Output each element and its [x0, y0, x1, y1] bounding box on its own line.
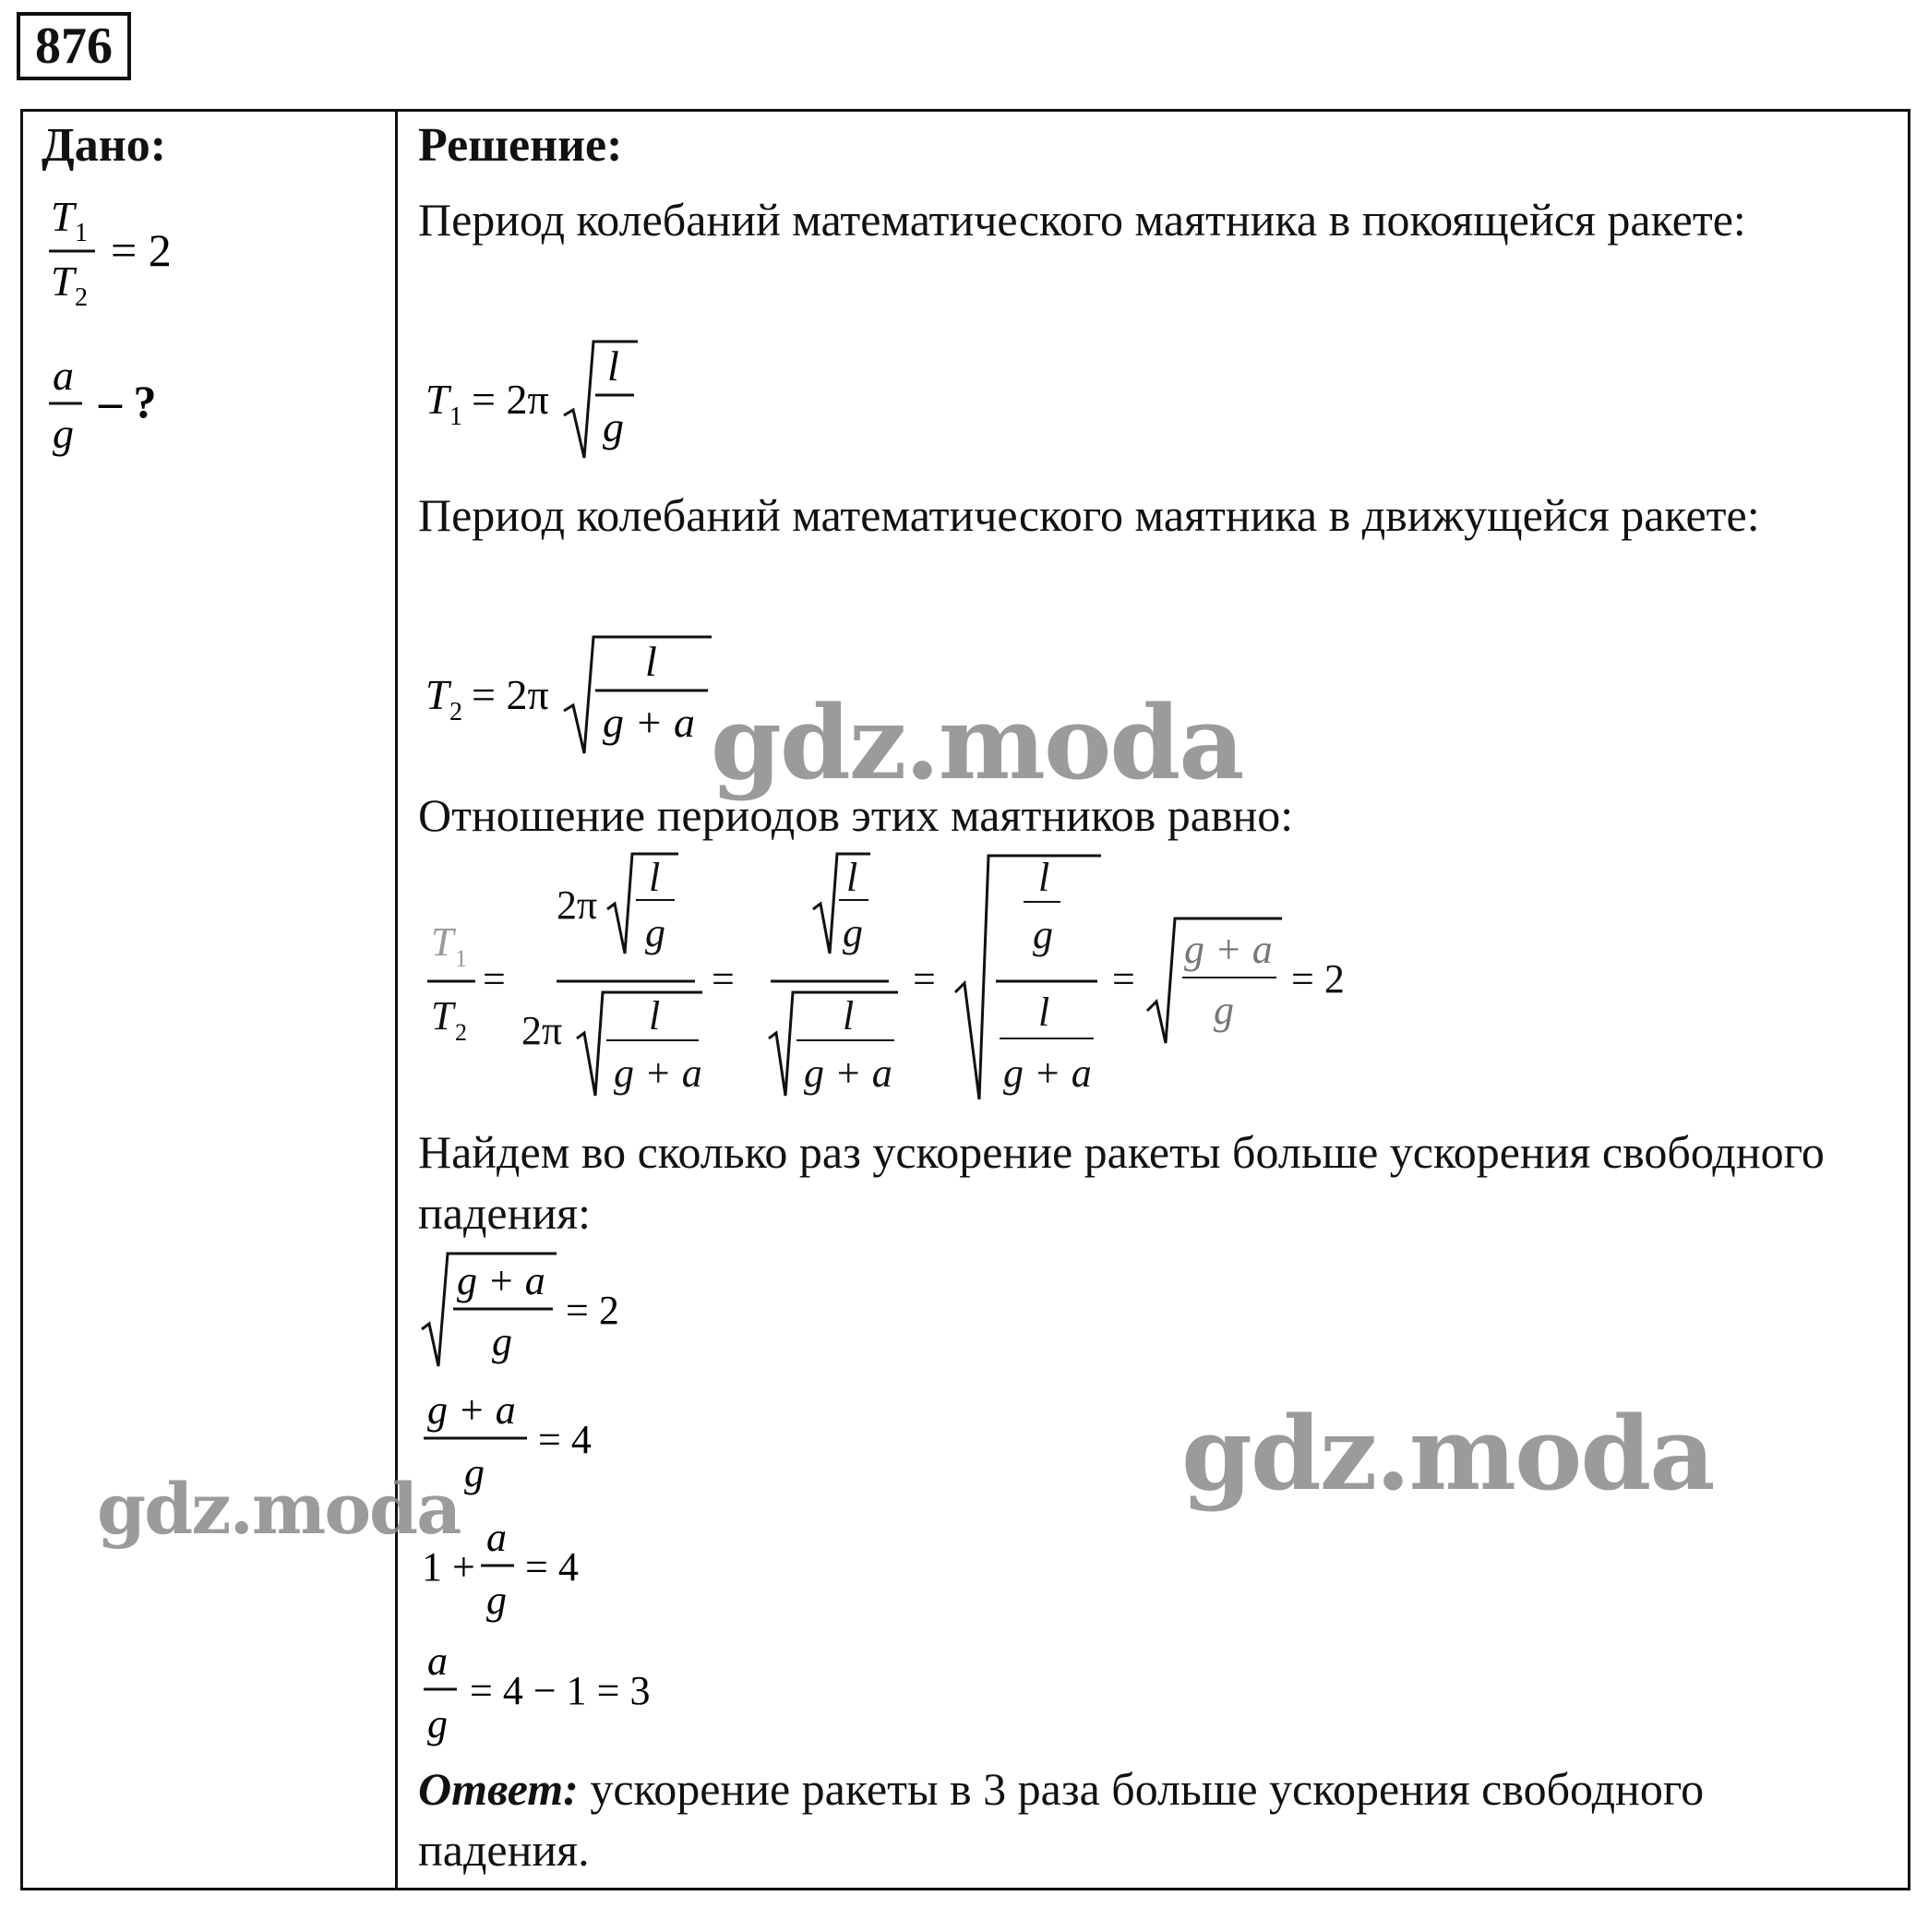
f6-lhs: 1 + [422, 1544, 475, 1590]
find-den: g [53, 410, 74, 457]
task-number: 876 [17, 12, 131, 80]
svg-text:g: g [1214, 988, 1234, 1033]
watermark-left: gdz.moda [97, 1468, 461, 1550]
f1-den: g [603, 403, 624, 450]
formula-ratio-chain [418, 845, 1433, 1122]
f4-den: g [492, 1319, 512, 1364]
svg-text:2π: 2π [521, 1008, 563, 1053]
f2-sub: 2 [449, 698, 462, 726]
formula-result [418, 1636, 713, 1766]
f5-rhs: = 4 [538, 1417, 592, 1462]
f7-rhs: = 4 − 1 = 3 [470, 1668, 651, 1713]
f5-num: g + a [427, 1387, 516, 1433]
find-suffix: – ? [99, 376, 157, 427]
watermark-top: gdz.moda [711, 683, 1243, 802]
svg-text:g: g [843, 910, 863, 955]
paragraph-ratio: Отношение периодов этих маятников равно: [418, 789, 1294, 841]
solution-heading: Решение: [418, 119, 623, 172]
f1-sub: 1 [449, 402, 462, 431]
svg-text:2: 2 [455, 1019, 467, 1046]
f5-den: g [464, 1450, 485, 1495]
svg-text:g + a: g + a [1003, 1050, 1092, 1096]
given-ratio [42, 189, 208, 329]
f7-den: g [427, 1701, 448, 1746]
paragraph-find-ratio: Найдем во сколько раз ускорение ракеты больше ускорения свободного падения: [418, 1126, 1825, 1239]
svg-text:1: 1 [455, 945, 467, 972]
f2-eq: = 2π [472, 671, 549, 718]
svg-text:l: l [649, 855, 661, 900]
svg-text:l: l [1038, 990, 1050, 1035]
svg-text:g: g [1033, 912, 1053, 957]
ratio-num-sub: 1 [75, 219, 88, 247]
svg-text:l: l [843, 993, 855, 1038]
paragraph-rest: Период колебаний математического маятника в покоящейся ракете: [418, 194, 1746, 246]
f2-den: g + a [603, 699, 696, 746]
f1-num: l [607, 342, 619, 390]
f4-num: g + a [457, 1258, 545, 1303]
f1-lhs: T [425, 376, 449, 423]
answer-text: ускорение ракеты в 3 раза больше ускорения свободного падения. [418, 1763, 1705, 1876]
svg-text:l: l [846, 855, 858, 900]
f2-lhs: T [425, 671, 449, 718]
svg-text:T: T [431, 993, 454, 1038]
svg-text:=: = [1112, 956, 1135, 1002]
column-divider [395, 109, 398, 1890]
answer [418, 1758, 1867, 1880]
svg-text:=: = [483, 956, 506, 1002]
formula-period-rest [418, 332, 677, 481]
answer-label: Ответ: [418, 1763, 579, 1815]
f2-num: l [645, 638, 657, 685]
svg-text:= 2: = 2 [1291, 956, 1345, 1002]
f1-eq: = 2π [472, 376, 549, 423]
ratio-den-sub: 2 [75, 283, 88, 312]
svg-text:l: l [649, 993, 661, 1038]
given-heading: Дано: [42, 119, 167, 172]
ratio-num: T [51, 193, 75, 240]
svg-text:g + a: g + a [804, 1050, 892, 1096]
svg-text:l: l [1038, 855, 1050, 900]
given-find [42, 351, 226, 481]
svg-text:=: = [712, 956, 735, 1002]
svg-text:T: T [431, 919, 454, 965]
svg-text:=: = [913, 956, 936, 1002]
f6-rhs: = 4 [525, 1544, 579, 1590]
f1-radical [564, 342, 638, 458]
f7-num: a [427, 1638, 448, 1684]
f6-den: g [486, 1578, 507, 1623]
svg-text:g + a: g + a [614, 1050, 702, 1096]
paragraph-moving: Период колебаний математического маятника в движущейся ракете: [418, 489, 1760, 541]
watermark-right: gdz.moda [1181, 1394, 1714, 1513]
f4-rhs: = 2 [566, 1288, 619, 1333]
formula-period-moving [418, 628, 732, 776]
ratio-den: T [51, 258, 75, 305]
formula-sqrt-eq [418, 1246, 658, 1386]
ratio-rhs: = 2 [111, 224, 172, 276]
svg-text:g: g [645, 910, 665, 955]
svg-text:g + a: g + a [1184, 927, 1273, 972]
svg-text:2π: 2π [557, 882, 598, 928]
find-num: a [53, 352, 74, 399]
f6-num: a [486, 1515, 507, 1560]
